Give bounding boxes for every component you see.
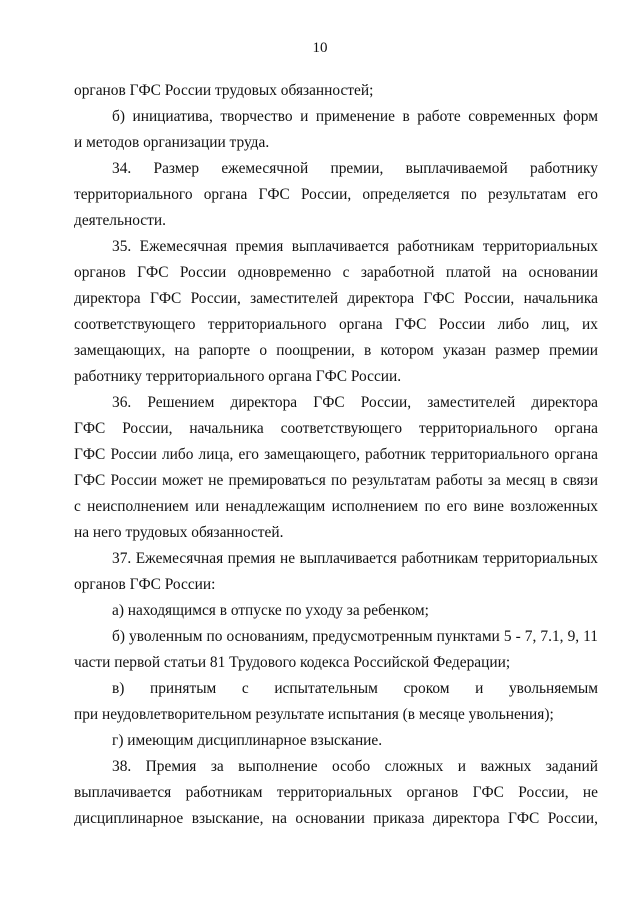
- text-line: в) принятым с испытательным сроком и увольняемым: [112, 680, 598, 697]
- text-line: 37. Ежемесячная премия не выплачивается работникам территориальных: [112, 550, 598, 567]
- page-number: 10: [312, 40, 328, 56]
- text-line: территориального органа ГФС России, определяется по результатам его: [74, 186, 598, 203]
- text-line: а) находящимся в отпуске по уходу за ребенком;: [112, 602, 429, 619]
- text-line: 35. Ежемесячная премия выплачивается работникам территориальных: [112, 238, 598, 255]
- text-line: органов ГФС России трудовых обязанностей;: [74, 82, 374, 99]
- text-line: 36. Решением директора ГФС России, заместителей директора: [112, 394, 598, 411]
- text-line: деятельности.: [74, 212, 166, 229]
- text-line: ГФС России, начальника соответствующего территориального органа: [74, 420, 598, 437]
- text-line: с неисполнением или ненадлежащим исполнением по его вине возложенных: [74, 498, 598, 515]
- text-line: ГФС России может не премироваться по результатам работы за месяц в связи: [74, 472, 598, 489]
- text-line: ГФС России либо лица, его замещающего, работник территориального органа: [74, 446, 598, 463]
- text-line: г) имеющим дисциплинарное взыскание.: [112, 732, 383, 749]
- text-line: б) инициатива, творчество и применение в работе современных форм: [112, 108, 598, 125]
- text-line: на него трудовых обязанностей.: [74, 524, 284, 541]
- text-line: б) уволенным по основаниям, предусмотренным пунктами 5 - 7, 7.1, 9, 11: [112, 628, 598, 645]
- text-line: органов ГФС России одновременно с заработной платой на основании: [74, 264, 598, 281]
- text-line: директора ГФС России, заместителей директора ГФС России, начальника: [74, 290, 598, 307]
- text-line: замещающих, на рапорте о поощрении, в котором указан размер премии: [74, 342, 598, 359]
- text-line: работнику территориального органа ГФС России.: [74, 368, 402, 385]
- document-body: [74, 78, 598, 832]
- text-line: выплачивается работникам территориальных органов ГФС России, не: [74, 784, 598, 801]
- text-line: и методов организации труда.: [74, 134, 270, 151]
- text-line: части первой статьи 81 Трудового кодекса Российской Федерации;: [74, 654, 511, 671]
- text-line: при неудовлетворительном результате испытания (в месяце увольнения);: [74, 706, 554, 723]
- text-line: дисциплинарное взыскание, на основании приказа директора ГФС России,: [74, 810, 598, 827]
- text-line: 34. Размер ежемесячной премии, выплачиваемой работнику: [112, 160, 598, 177]
- text-line: органов ГФС России:: [74, 576, 216, 593]
- text-line: 38. Премия за выполнение особо сложных и важных заданий: [112, 758, 598, 775]
- text-line: соответствующего территориального органа ГФС России либо лиц, их: [74, 316, 598, 333]
